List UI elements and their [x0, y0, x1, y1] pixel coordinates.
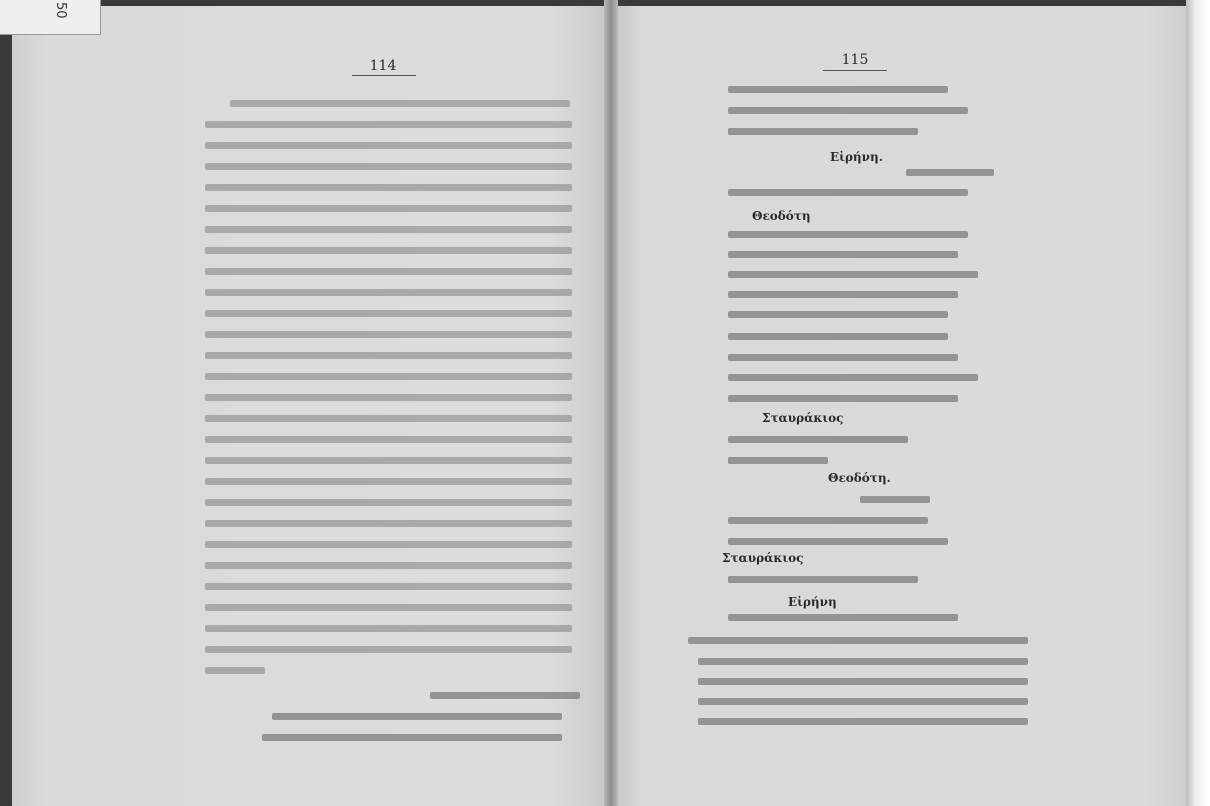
text-line-placeholder: [205, 184, 572, 191]
text-line-placeholder: [205, 121, 572, 128]
text-line-placeholder: [205, 310, 572, 317]
text-line-placeholder: [728, 311, 948, 318]
text-line-placeholder: [728, 128, 918, 135]
text-line-placeholder: [272, 713, 562, 720]
text-line-placeholder: [205, 478, 572, 485]
text-line-placeholder: [698, 718, 1028, 725]
text-line-placeholder: [205, 625, 572, 632]
text-line-placeholder: [205, 394, 572, 401]
text-line-placeholder: [906, 169, 994, 176]
text-line-placeholder: [205, 646, 572, 653]
text-line-placeholder: [205, 562, 572, 569]
text-line-placeholder: [728, 251, 958, 258]
text-line-placeholder: [205, 436, 572, 443]
left-page-number-rule: [352, 75, 416, 76]
right-page-number-rule: [823, 70, 887, 71]
text-line-placeholder: [860, 496, 930, 503]
text-line-placeholder: [688, 637, 1028, 644]
right-page-number: 115: [841, 52, 869, 68]
right-page: [612, 6, 1192, 806]
text-line-placeholder: [205, 352, 572, 359]
text-line-placeholder: [728, 86, 948, 93]
margin-tab: [0, 0, 101, 35]
speaker-theodote-2: Θεοδότη.: [828, 471, 891, 485]
text-line-placeholder: [728, 374, 978, 381]
text-line-placeholder: [205, 583, 572, 590]
text-line-placeholder: [728, 333, 948, 340]
text-line-placeholder: [698, 678, 1028, 685]
text-line-placeholder: [698, 658, 1028, 665]
text-line-placeholder: [728, 291, 958, 298]
text-line-placeholder: [205, 373, 572, 380]
text-line-placeholder: [728, 614, 958, 621]
book-gutter: [604, 0, 618, 806]
speaker-eirene-2: Εἰρήνη: [788, 595, 837, 609]
speaker-theodote: Θεοδότη: [752, 209, 811, 223]
text-line-placeholder: [728, 395, 958, 402]
text-line-placeholder: [205, 247, 572, 254]
text-line-placeholder: [728, 231, 968, 238]
text-line-placeholder: [262, 734, 562, 741]
text-line-placeholder: [205, 604, 572, 611]
text-line-placeholder: [205, 499, 572, 506]
text-line-placeholder: [205, 415, 572, 422]
text-line-placeholder: [728, 354, 958, 361]
speaker-eirene: Εἰρήνη.: [830, 150, 883, 164]
text-line-placeholder: [728, 457, 828, 464]
text-line-placeholder: [728, 271, 978, 278]
text-line-placeholder: [728, 517, 928, 524]
text-line-placeholder: [728, 189, 968, 196]
text-line-placeholder: [205, 541, 572, 548]
text-line-placeholder: [205, 289, 572, 296]
text-line-placeholder: [230, 100, 570, 107]
text-line-placeholder: [430, 692, 580, 699]
speaker-stavrakios: Σταυράκιος: [762, 411, 844, 425]
speaker-stavrakios-2: Σταυράκιος: [722, 551, 804, 565]
text-line-placeholder: [205, 142, 572, 149]
text-line-placeholder: [205, 226, 572, 233]
left-page-number: 114: [369, 58, 397, 74]
tab-label: 50: [53, 2, 68, 19]
text-line-placeholder: [205, 268, 572, 275]
text-line-placeholder: [698, 698, 1028, 705]
text-line-placeholder: [205, 457, 572, 464]
text-line-placeholder: [728, 436, 908, 443]
text-line-placeholder: [205, 163, 572, 170]
text-line-placeholder: [728, 576, 918, 583]
page-edge: [1186, 0, 1210, 806]
text-line-placeholder: [205, 331, 572, 338]
text-line-placeholder: [205, 667, 265, 674]
text-line-placeholder: [728, 538, 948, 545]
text-line-placeholder: [205, 520, 572, 527]
text-line-placeholder: [205, 205, 572, 212]
text-line-placeholder: [728, 107, 968, 114]
